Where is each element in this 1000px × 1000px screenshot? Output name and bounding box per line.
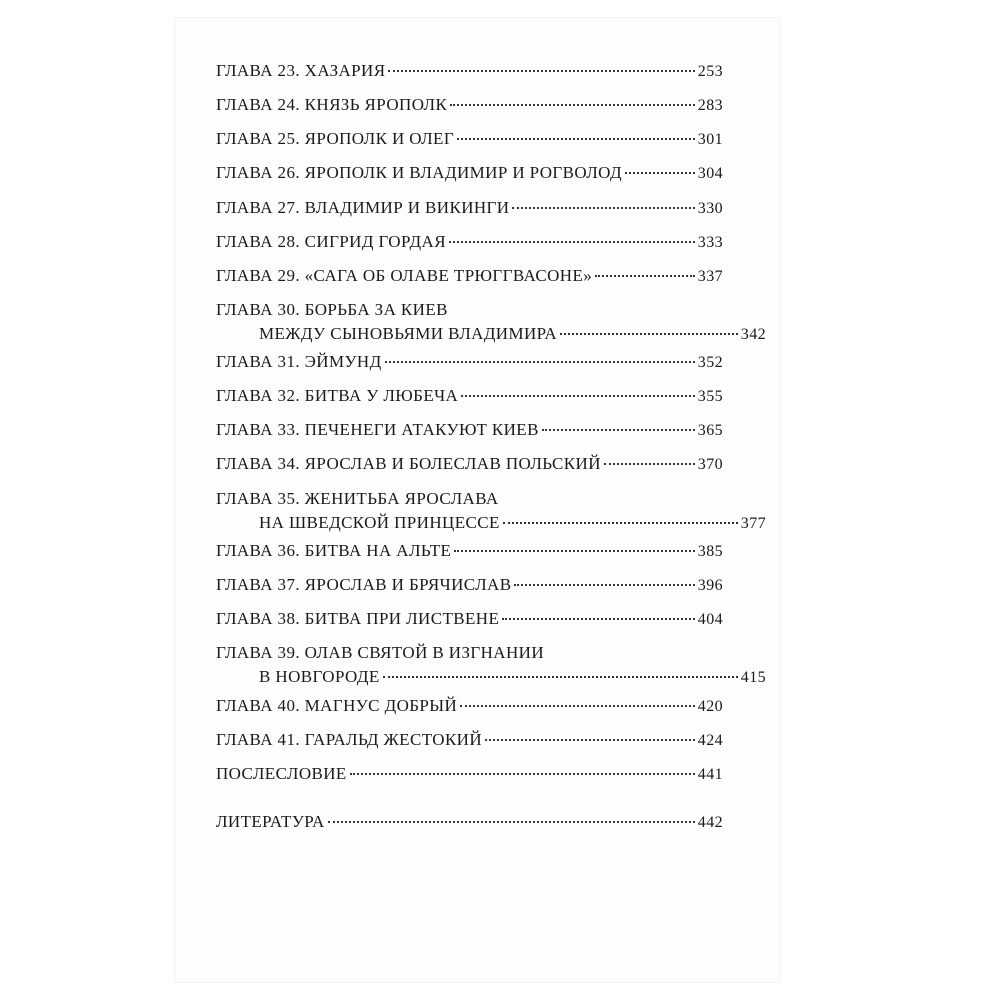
dot-leader — [625, 172, 695, 174]
toc-entry-page-number: 404 — [697, 611, 723, 628]
toc-entry-title: ГЛАВА 31. ЭЙМУНД — [216, 352, 382, 371]
toc-entry-title-continuation: МЕЖДУ СЫНОВЬЯМИ ВЛАДИМИРА — [259, 324, 558, 343]
dot-leader — [503, 522, 738, 524]
toc-entry-title: ГЛАВА 33. ПЕЧЕНЕГИ АТАКУЮТ КИЕВ — [216, 420, 539, 439]
dot-leader — [461, 395, 695, 397]
toc-entry-title-continuation: В НОВГОРОДЕ — [259, 667, 380, 686]
toc-entry-title: ГЛАВА 37. ЯРОСЛАВ И БРЯЧИСЛАВ — [216, 575, 512, 594]
toc-entry — [216, 197, 723, 219]
toc-entry-title: ГЛАВА 36. БИТВА НА АЛЬТЕ — [216, 541, 452, 560]
toc-entry-page-number: 352 — [697, 354, 723, 371]
dot-leader — [485, 739, 695, 741]
toc-entry — [216, 488, 766, 534]
toc-entry — [216, 608, 723, 630]
dot-leader — [542, 429, 695, 431]
toc-entry — [216, 94, 723, 116]
toc-entry-title: ЛИТЕРАТУРА — [216, 812, 325, 831]
toc-entry-page-number: 442 — [697, 814, 723, 831]
dot-leader — [460, 705, 695, 707]
toc-entry — [216, 231, 723, 253]
toc-entry — [216, 60, 723, 82]
toc-entry-page-number: 337 — [697, 268, 723, 285]
toc-entry-title-continuation: НА ШВЕДСКОЙ ПРИНЦЕССЕ — [259, 513, 500, 532]
toc-entry-page-number: 441 — [697, 766, 723, 783]
toc-entry-title: ГЛАВА 23. ХАЗАРИЯ — [216, 61, 386, 80]
toc-entry — [216, 299, 766, 345]
dot-leader — [560, 333, 738, 335]
toc-entry — [216, 453, 723, 475]
toc-entry-page-number: 330 — [697, 200, 723, 217]
toc-entry-page-number: 333 — [697, 234, 723, 251]
toc-entry — [216, 729, 723, 751]
dot-leader — [502, 618, 695, 620]
dot-leader — [457, 138, 695, 140]
toc-entry-title: ГЛАВА 39. ОЛАВ СВЯТОЙ В ИЗГНАНИИ — [216, 643, 545, 662]
toc-entry-page-number: 370 — [697, 456, 723, 473]
toc-entry-title: ГЛАВА 25. ЯРОПОЛК И ОЛЕГ — [216, 129, 455, 148]
dot-leader — [514, 584, 694, 586]
toc-entry — [216, 811, 723, 833]
toc-entry-title: ГЛАВА 28. СИГРИД ГОРДАЯ — [216, 232, 446, 251]
toc-entry — [216, 763, 723, 785]
toc-entry — [216, 265, 723, 287]
toc-entry — [216, 128, 723, 150]
toc-entry-title: ГЛАВА 38. БИТВА ПРИ ЛИСТВЕНЕ — [216, 609, 500, 628]
toc-entry — [216, 419, 723, 441]
toc-entry — [216, 385, 723, 407]
dot-leader — [449, 241, 695, 243]
dot-leader — [595, 275, 695, 277]
toc-entry — [216, 574, 723, 596]
dot-leader — [450, 104, 695, 106]
dot-leader — [328, 821, 695, 823]
toc-entry-title: ПОСЛЕСЛОВИЕ — [216, 764, 347, 783]
toc-entry-page-number: 355 — [697, 388, 723, 405]
toc-entry-page-number: 365 — [697, 422, 723, 439]
dot-leader — [512, 207, 694, 209]
toc-entry-page-number: 420 — [697, 698, 723, 715]
toc-entry — [216, 642, 766, 688]
toc-entry-page-number: 415 — [740, 669, 766, 686]
toc-entry-title: ГЛАВА 35. ЖЕНИТЬБА ЯРОСЛАВА — [216, 489, 499, 508]
toc-entry-title: ГЛАВА 26. ЯРОПОЛК И ВЛАДИМИР И РОГВОЛОД — [216, 163, 622, 182]
dot-leader — [604, 463, 695, 465]
toc-entry-page-number: 342 — [740, 326, 766, 343]
toc-entry-page-number: 377 — [740, 515, 766, 532]
toc-entry-page-number: 385 — [697, 543, 723, 560]
toc-entry-page-number: 424 — [697, 732, 723, 749]
toc-entry-page-number: 301 — [697, 131, 723, 148]
dot-leader — [383, 676, 738, 678]
toc-entry — [216, 695, 723, 717]
dot-leader — [350, 773, 695, 775]
toc-entry-title: ГЛАВА 41. ГАРАЛЬД ЖЕСТОКИЙ — [216, 730, 483, 749]
toc-entry — [216, 162, 723, 184]
toc-entry-page-number: 253 — [697, 63, 723, 80]
dot-leader — [454, 550, 694, 552]
toc-entry — [216, 540, 723, 562]
toc-entry-title: ГЛАВА 32. БИТВА У ЛЮБЕЧА — [216, 386, 459, 405]
toc-entry-page-number: 304 — [697, 165, 723, 182]
toc-entry-title: ГЛАВА 27. ВЛАДИМИР И ВИКИНГИ — [216, 198, 510, 217]
toc-entry-title: ГЛАВА 34. ЯРОСЛАВ И БОЛЕСЛАВ ПОЛЬСКИЙ — [216, 454, 601, 473]
toc-entry-page-number: 283 — [697, 97, 723, 114]
toc-entry-title: ГЛАВА 30. БОРЬБА ЗА КИЕВ — [216, 300, 448, 319]
dot-leader — [385, 361, 695, 363]
dot-leader — [388, 70, 694, 72]
toc-entry-title: ГЛАВА 29. «САГА ОБ ОЛАВЕ ТРЮГГВАСОНЕ» — [216, 266, 593, 285]
toc-entry-title: ГЛАВА 40. МАГНУС ДОБРЫЙ — [216, 696, 458, 715]
toc-entry-title: ГЛАВА 24. КНЯЗЬ ЯРОПОЛК — [216, 95, 448, 114]
toc-entry — [216, 351, 723, 373]
toc-entry-page-number: 396 — [697, 577, 723, 594]
